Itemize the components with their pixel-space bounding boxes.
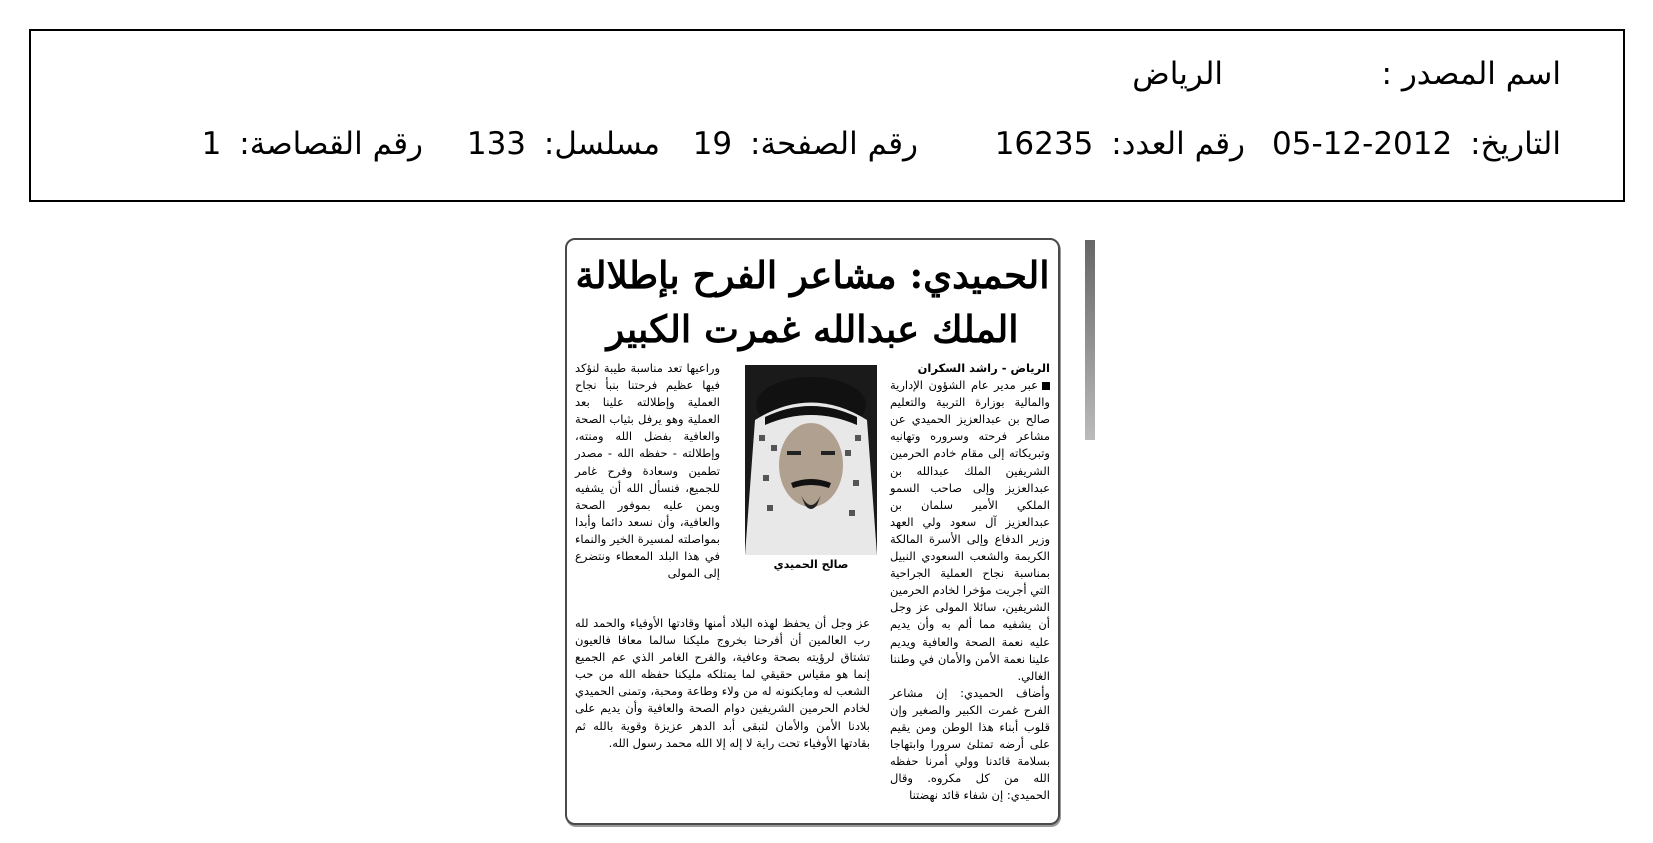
portrait-photo <box>745 365 877 555</box>
article-byline: الرياض - راشد السكران <box>917 361 1050 375</box>
photo-caption: صالح الحميدي <box>773 558 849 571</box>
issue-label: رقم العدد: <box>1111 126 1245 162</box>
portrait-image <box>745 365 877 555</box>
serial-label: مسلسل: <box>543 126 660 162</box>
source-row <box>31 56 1623 96</box>
source-label: اسم المصدر : <box>1381 56 1561 92</box>
page-label: رقم الصفحة: <box>750 126 918 162</box>
article-column-left <box>575 360 720 582</box>
paragraph-bullet-icon <box>1042 382 1050 390</box>
article-paragraph-2: وأضاف الحميدي: إن مشاعر الفرح غمرت الكبير والصغير وإن قلوب أبناء هذا الوطن ومن يقيم على أرضه تمتلئ سرورا وابتهاجا بسلامة قائدنا وولي أمرنا حفظه الله من كل مكروه. وقال الحميدي: إن شفاء قائد نهضتنا <box>890 685 1050 803</box>
page-field <box>693 126 918 162</box>
serial-field <box>467 126 660 162</box>
article-paragraph-3: وراعيها تعد مناسبة طيبة لنؤكد فيها عظيم فرحتنا بنبأ نجاح العملية وإطلالته علينا بعد العملية وهو يرفل بثياب الصحة والعافية بفضل الله ومنته، وإطلالته - حفظه الله - مصدر تطمين وسعادة وفرح غامر للجميع، فنسأل الله أن يشفيه ويمن عليه بموفور الصحة والعافية، وأن نسعد دائما وأبدا بمواصلته لمسيرة الخير والنماء في هذا البلد المعطاء ونتضرع إلى المولى <box>575 361 720 581</box>
article-paragraph-1: عبر مدير عام الشؤون الإدارية والمالية بوزارة التربية والتعليم صالح بن عبدالعزيز الحميدي عن مشاعر فرحته وسروره وتهانيه وتبريكاته إلى مقام خادم الحرمين الشريفين الملك عبدالله بن عبدالعزيز وإلى صاحب السمو الملكي الأمير سلمان بن عبدالعزيز آل سعود ولي العهد وزير الدفاع وإلى الأسرة المالكة الكريمة والشعب السعودي النبيل بمناسبة نجاح العملية الجراحية التي أجريت مؤخرا لخادم الحرمين الشريفين، سائلا المولى عز وجل أن يشفيه مما ألم به وأن يديم عليه نعمة الصحة والعافية ويديم علينا نعمة الأمن والأمان في وطننا الغالي. <box>890 378 1050 683</box>
source-info-box <box>29 29 1625 202</box>
date-value: 2012-12-05 <box>1272 126 1453 162</box>
serial-value: 133 <box>466 126 527 162</box>
clip-label: رقم القصاصة: <box>239 126 423 162</box>
clip-value: 1 <box>201 126 222 162</box>
article-column-right <box>890 360 1050 804</box>
source-value: الرياض <box>1132 56 1223 92</box>
article-column-bottom <box>575 615 870 752</box>
issue-value: 16235 <box>994 126 1094 162</box>
newspaper-clipping <box>565 238 1060 825</box>
clip-field <box>202 126 423 162</box>
adjacent-clipping-edge <box>1085 240 1095 440</box>
meta-row <box>31 126 1623 166</box>
issue-field <box>995 126 1245 162</box>
date-field <box>1272 126 1561 162</box>
page-value: 19 <box>692 126 733 162</box>
article-paragraph-4: عز وجل أن يحفظ لهذه البلاد أمنها وقادتها الأوفياء والحمد لله رب العالمين أن أفرحنا بخروج مليكنا سالما معافا فالعيون تشتاق لرؤيته بصحة وعافية، والفرح الغامر الذي عم الجميع إنما هو مقياس حقيقي لما يمتلكه مليكنا حفظه الله من حب الشعب له ومايكنونه له من ولاء وطاعة ومحبة، وتمنى الحميدي لخادم الحرمين الشريفين دوام الصحة والعافية وأن يديم على بلادنا الأمن والأمان لتبقى أبد الدهر عزيزة وقوية بالله ثم بقادتها الأوفياء تحت راية لا إله إلا الله محمد رسول الله. <box>575 616 870 750</box>
article-headline: الحميدي: مشاعر الفرح بإطلالة الملك عبدالله غمرت الكبير <box>575 253 1050 351</box>
date-label: التاريخ: <box>1470 126 1561 162</box>
